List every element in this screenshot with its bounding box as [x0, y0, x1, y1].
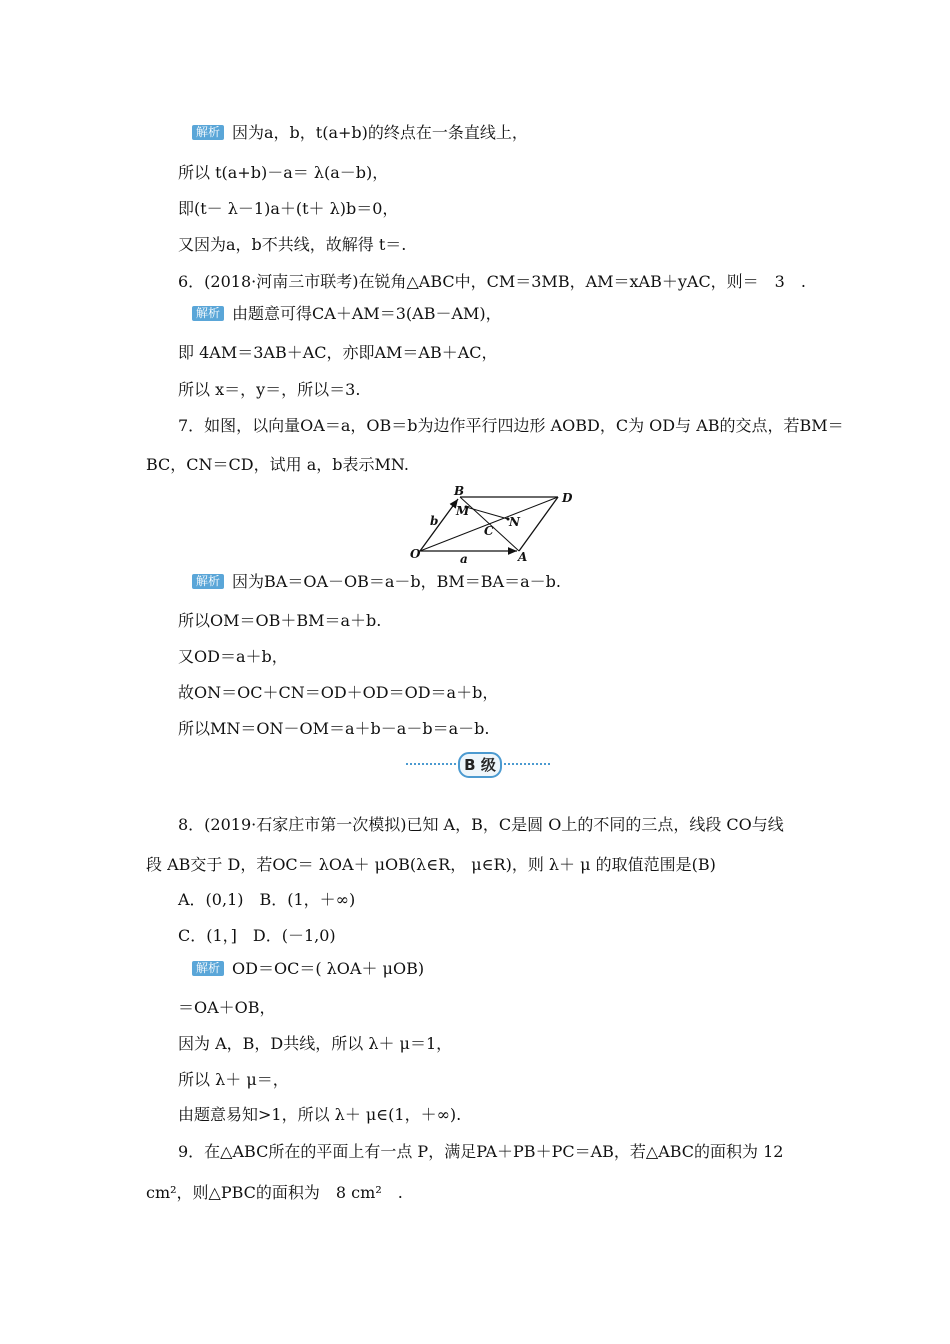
line-21 [178, 998, 276, 1018]
line-text: 又OD＝a＋b， [178, 647, 288, 666]
line-8 [178, 380, 360, 400]
choices-ab [178, 890, 355, 910]
line-text: ＝OA＋OB， [178, 998, 276, 1017]
line-26 [146, 1183, 403, 1203]
label-o: O [410, 547, 421, 561]
analysis-badge: 解析 [192, 961, 224, 976]
line-22 [178, 1034, 452, 1054]
line-text: 7．如图，以向量OA＝a，OB＝b为边作平行四边形 AOBD，C为 OD与 AB的交点，若BM＝ [178, 416, 844, 435]
label-d: D [562, 491, 573, 505]
line-text: 所以 t(a+b)－a＝ λ(a－b)， [178, 163, 389, 182]
label-b: B [454, 485, 465, 498]
divider-dots-left [406, 763, 456, 765]
line-text: A．(0,1) B．(1，＋∞) [178, 890, 356, 909]
line-text: 即 4AM＝3AB＋AC，亦即AM＝AB＋AC， [178, 343, 498, 362]
line-15 [178, 719, 489, 739]
line-text: 所以 x＝，y＝，所以＝3. [178, 380, 361, 399]
line-text: 段 AB交于 D，若OC＝ λOA＋ μOB(λ∈R， μ∈R)，则 λ＋ μ 的取值范围是(B) [146, 855, 716, 874]
line-text: 8．(2019·石家庄市第一次模拟)已知 A，B，C是圆 O上的不同的三点，线段 CO与线 [178, 815, 784, 834]
line-3 [178, 199, 398, 219]
line-24 [178, 1105, 461, 1125]
line-20 [192, 959, 424, 979]
line-text: 由题意可得CA＋AM＝3(AB－AM)， [232, 304, 502, 323]
line-6 [192, 304, 502, 324]
line-text: cm²，则△PBC的面积为 8 cm² . [146, 1183, 403, 1202]
line-text: BC，CN＝CD，试用 a，b表示MN. [146, 455, 409, 474]
line-7 [178, 343, 498, 363]
line-text: 所以 λ＋ μ＝， [178, 1070, 289, 1089]
line-12 [178, 611, 381, 631]
line-text: 因为BA＝OA－OB＝a－b，BM＝BA＝a－b. [232, 572, 561, 591]
level-badge: B 级 [458, 752, 502, 778]
label-a: A [518, 550, 528, 564]
level-divider [406, 751, 550, 777]
problem-7 [178, 416, 844, 436]
analysis-badge: 解析 [192, 306, 224, 321]
line-text: 即(t－ λ－1)a＋(t＋ λ)b＝0， [178, 199, 399, 218]
label-c: C [484, 524, 494, 538]
line-2 [178, 163, 388, 183]
line-text: 故ON＝OC＋CN＝OD＋OD＝OD＝a＋b， [178, 683, 499, 702]
line-text: 因为 A，B，D共线，所以 λ＋ μ＝1， [178, 1034, 453, 1053]
problem-8 [178, 815, 784, 835]
line-text: 6．(2018·河南三市联考)在锐角△ABC中，CM＝3MB，AM＝xAB＋yAC，则＝ 3 . [178, 272, 806, 291]
line-11 [192, 572, 561, 592]
line-17 [146, 855, 716, 875]
line-text: 因为a，b，t(a+b)的终点在一条直线上， [232, 123, 528, 142]
label-a-vector: a [460, 552, 468, 566]
problem-6 [178, 272, 806, 292]
line-1 [192, 123, 528, 143]
line-text: 所以OM＝OB＋BM＝a＋b. [178, 611, 382, 630]
line-14 [178, 683, 498, 703]
line-text: 9．在△ABC所在的平面上有一点 P，满足PA＋PB＋PC＝AB，若△ABC的面积为 12 [178, 1142, 784, 1161]
label-b-vector: b [430, 514, 439, 528]
line-text: C．(1，] D．(－1,0) [178, 926, 336, 945]
line-text: 又因为a，b不共线，故解得 t＝. [178, 235, 407, 254]
line-23 [178, 1070, 289, 1090]
line-4 [178, 235, 406, 255]
line-13 [178, 647, 288, 667]
problem-9 [178, 1142, 784, 1162]
choices-cd [178, 926, 336, 946]
line-10 [146, 455, 409, 475]
label-n: N [509, 515, 520, 529]
analysis-badge: 解析 [192, 125, 224, 140]
analysis-badge: 解析 [192, 574, 224, 589]
line-text: OD＝OC＝( λOA＋ μOB) [232, 959, 425, 978]
segment-mn [466, 507, 508, 519]
divider-dots-right [500, 763, 550, 765]
parallelogram-figure [404, 485, 584, 567]
label-m: M [456, 504, 470, 518]
line-text: 所以MN＝ON－OM＝a＋b－a－b＝a－b. [178, 719, 490, 738]
line-text: 由题意易知>1，所以 λ＋ μ∈(1，＋∞). [178, 1105, 462, 1124]
